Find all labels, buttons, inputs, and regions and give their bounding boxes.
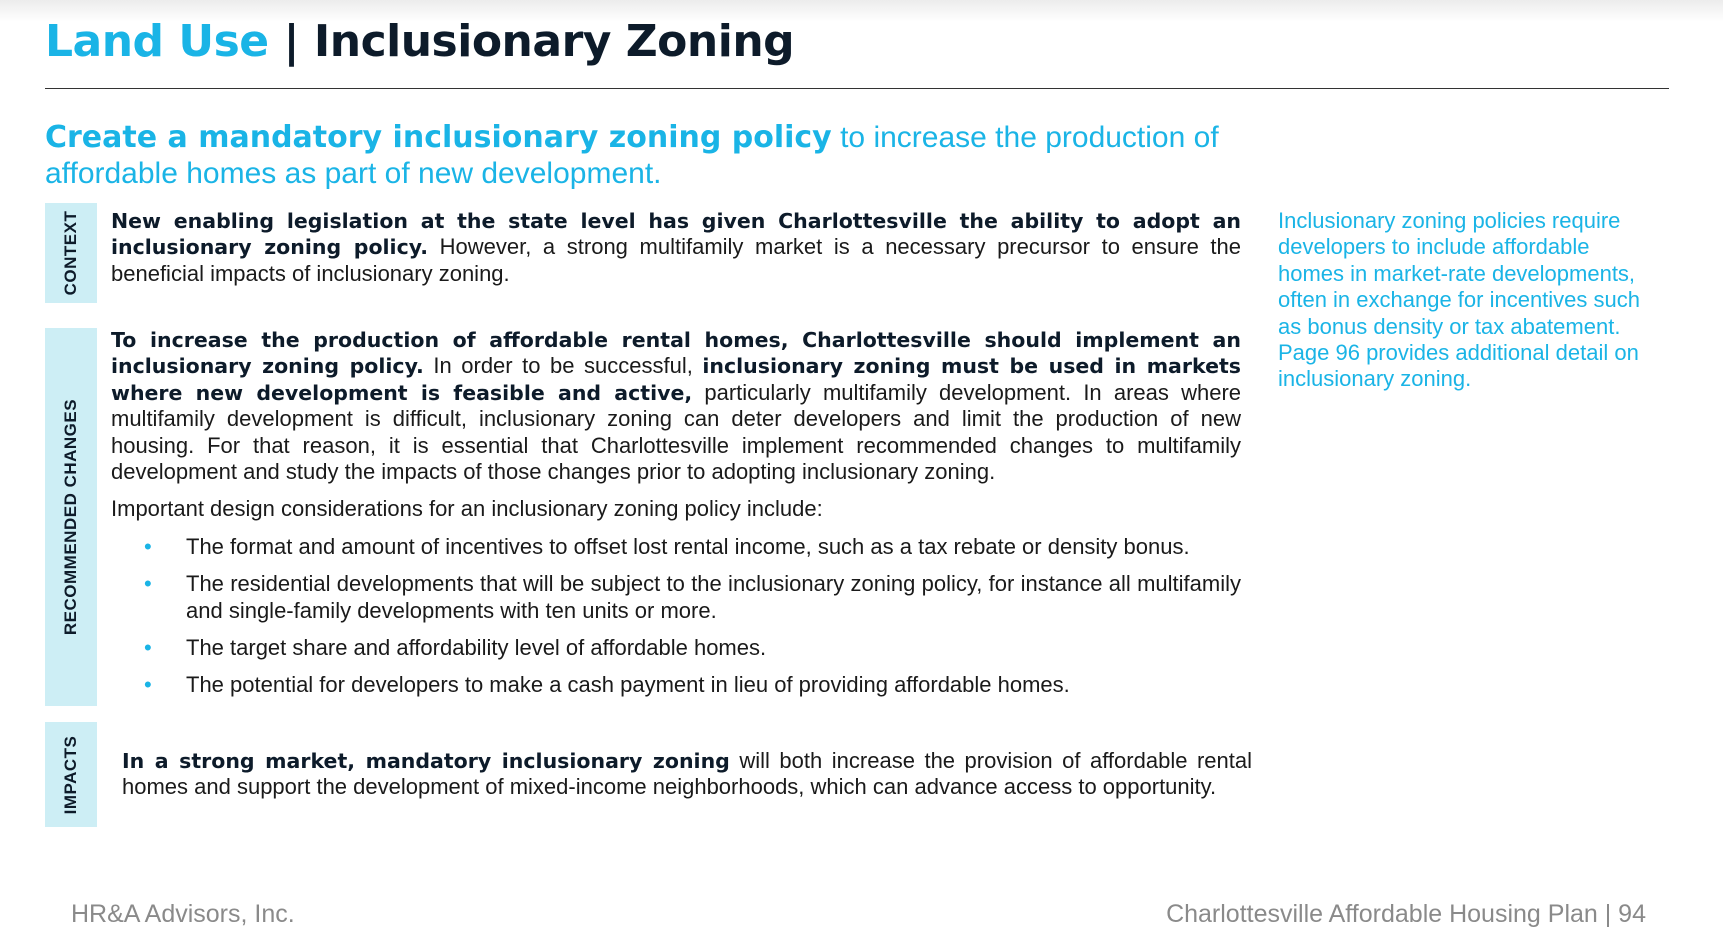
bullet-text: The target share and affordability level of affordable homes. (186, 635, 767, 661)
recommended-text-1: In order to be successful, (423, 353, 703, 379)
title-divider (45, 88, 1669, 89)
context-tab (45, 203, 97, 303)
recommended-bold-1: To increase the production of affordable rental homes, Charlottesville should implement an inclusionary zoning policy. (111, 328, 1241, 379)
list-item (111, 571, 1241, 624)
impacts-tab-label: IMPACTS (61, 735, 80, 814)
considerations-intro: Important design considerations for an inclusionary zoning policy include: (111, 496, 823, 522)
footer-company: HR&A Advisors, Inc. (71, 900, 295, 928)
list-item (111, 635, 1241, 661)
bullet-text: The format and amount of incentives to offset lost rental income, such as a tax rebate or density bonus. (186, 533, 1190, 559)
footer-page-info: Charlottesville Affordable Housing Plan | 94 (1166, 900, 1646, 928)
impacts-section (122, 748, 1252, 812)
context-text: However, a strong multifamily market is a necessary precursor to ensure the beneficial impacts of inclusionary zoning. (111, 234, 1241, 286)
impacts-text: will both increase the provision of affordable rental homes and support the development of mixed-income neighborhoods, which can advance access to opportunity. (122, 748, 1252, 800)
title-topic: Inclusionary Zoning (313, 16, 795, 67)
recommended-bold-2: inclusionary zoning must be used in markets where new development is feasible and active, (111, 354, 1241, 405)
bullet-text: The potential for developers to make a cash payment in lieu of providing affordable homes. (186, 672, 1070, 698)
recommended-tab (45, 328, 97, 706)
considerations-list (111, 534, 1241, 699)
bullet-marker: • (144, 672, 152, 698)
page-title (45, 16, 794, 67)
recommended-section (111, 327, 1241, 710)
bullet-marker: • (144, 635, 152, 661)
context-section (111, 208, 1241, 298)
bullet-marker: • (144, 571, 152, 597)
context-tab-label: CONTEXT (61, 210, 80, 296)
bullet-marker: • (144, 533, 152, 559)
list-item (111, 672, 1241, 698)
recommended-paragraph (111, 327, 1241, 485)
impacts-bold: In a strong market, mandatory inclusionary zoning (122, 749, 730, 773)
headline (45, 120, 1225, 192)
impacts-tab (45, 722, 97, 827)
title-separator: | (283, 16, 300, 67)
list-item (111, 534, 1241, 560)
sidenote: Inclusionary zoning policies require developers to include affordable homes in market-rate developments, often in exchange for incentives such as bonus density or tax abatement. Page 96 provides additional detail on inclusionary zoning. (1278, 208, 1641, 392)
bullet-text: The residential developments that will be subject to the inclusionary zoning policy, for instance all multifamily and single-family developments with ten units or more. (186, 571, 1241, 623)
context-paragraph (111, 208, 1241, 287)
headline-rest: to increase the production of affordable homes as part of new development. (45, 121, 1219, 190)
context-bold: New enabling legislation at the state level has given Charlottesville the ability to adopt an inclusionary zoning policy. (111, 209, 1241, 260)
recommended-text-2: particularly multifamily development. In areas where multifamily development is difficult, inclusionary zoning can deter developers and limit the production of new housing. For that reason, it is essential that Charlottesville implement recommended changes to multifamily development and study the impacts of those changes prior to adopting inclusionary zoning. (111, 379, 1242, 485)
title-section: Land Use (45, 16, 269, 67)
headline-bold: Create a mandatory inclusionary zoning policy (45, 120, 832, 155)
recommended-tab-label: RECOMMENDED CHANGES (61, 398, 80, 636)
impacts-paragraph (122, 748, 1252, 801)
